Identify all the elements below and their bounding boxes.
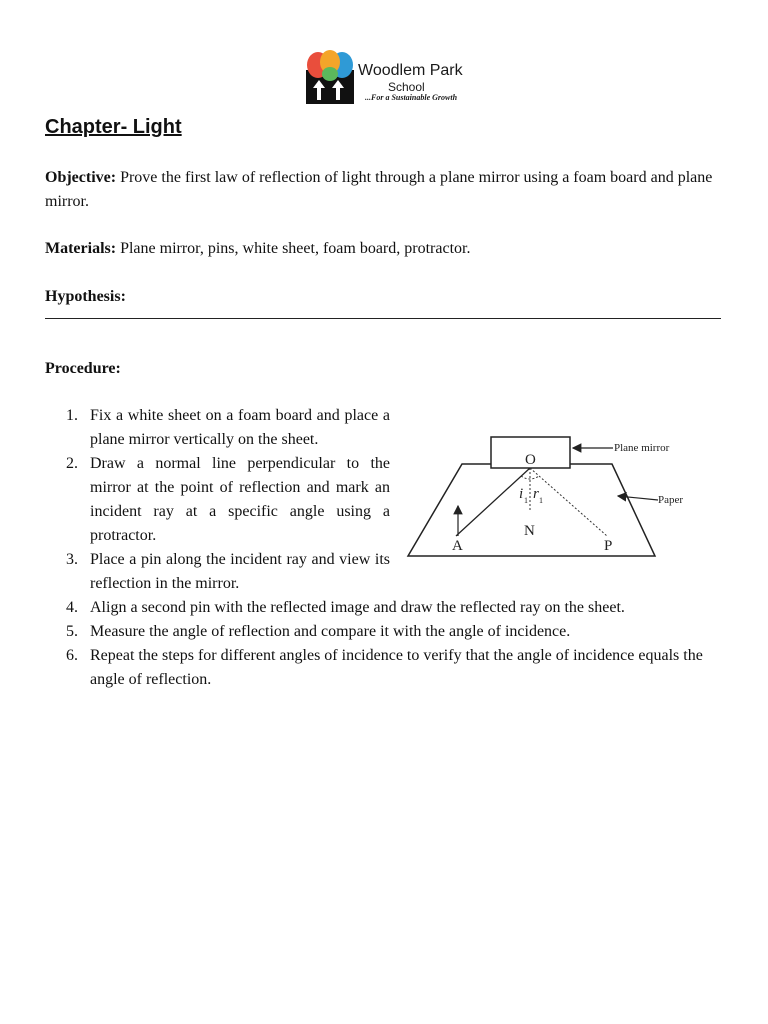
step-number: 3. [66,551,78,568]
school-name: Woodlem Park [358,62,463,79]
step-number: 4. [66,599,78,616]
step-number: 1. [66,407,78,424]
procedure-step [66,596,726,620]
paper-sheet [408,464,655,556]
chapter-title: Chapter- Light [45,116,182,138]
procedure-step [66,644,726,692]
reflection-diagram [400,390,700,572]
procedure-step [66,548,390,596]
hypothesis-label: Hypothesis: [45,288,126,305]
angle-r-subscript: 1 [539,496,543,505]
angle-r-label: r [533,486,539,502]
materials-section [45,237,725,261]
step-text: Align a second pin with the reflected image and draw the reflected ray on the sheet. [90,599,625,616]
procedure-label: Procedure: [45,360,121,377]
materials-text: Plane mirror, pins, white sheet, foam board, protractor. [120,240,471,257]
angle-i-subscript: 1 [524,496,528,505]
procedure-heading [45,357,725,381]
hypothesis-section [45,285,725,309]
hypothesis-answer-line [45,318,721,319]
point-p-label: P [604,538,613,554]
step-text: Fix a white sheet on a foam board and place a plane mirror vertically on the sheet. [90,407,390,448]
step-text: Draw a normal line perpendicular to the mirror at the point of reflection and mark an incident ray at a specific angle using a protractor. [90,455,390,544]
procedure-step [66,620,726,644]
step-number: 6. [66,647,78,664]
point-n-label: N [524,523,535,539]
step-text: Repeat the steps for different angles of incidence to verify that the angle of incidence equals the angle of reflection. [90,647,703,688]
incident-ray [456,468,530,536]
step-number: 5. [66,623,78,640]
materials-label: Materials: [45,240,117,257]
step-number: 2. [66,455,78,472]
step-text: Place a pin along the incident ray and view its reflection in the mirror. [90,551,390,592]
point-a-label: A [452,538,463,554]
school-logo-icon [305,50,355,104]
procedure-step [66,452,390,548]
point-o-label: O [525,452,536,468]
school-tagline: ...For a Sustainable Growth [365,93,458,102]
paper-pointer [618,496,658,500]
objective-label: Objective: [45,169,117,186]
objective-section [45,166,725,214]
objective-text: Prove the first law of reflection of light through a plane mirror using a foam board and plane mirror. [45,169,713,210]
angle-i-label: i [519,486,524,502]
mirror-label: Plane mirror [614,442,670,454]
school-subtitle: School [388,80,425,94]
school-logo [305,50,475,106]
paper-label: Paper [658,494,684,506]
procedure-step [66,404,390,452]
step-text: Measure the angle of reflection and compare it with the angle of incidence. [90,623,571,640]
